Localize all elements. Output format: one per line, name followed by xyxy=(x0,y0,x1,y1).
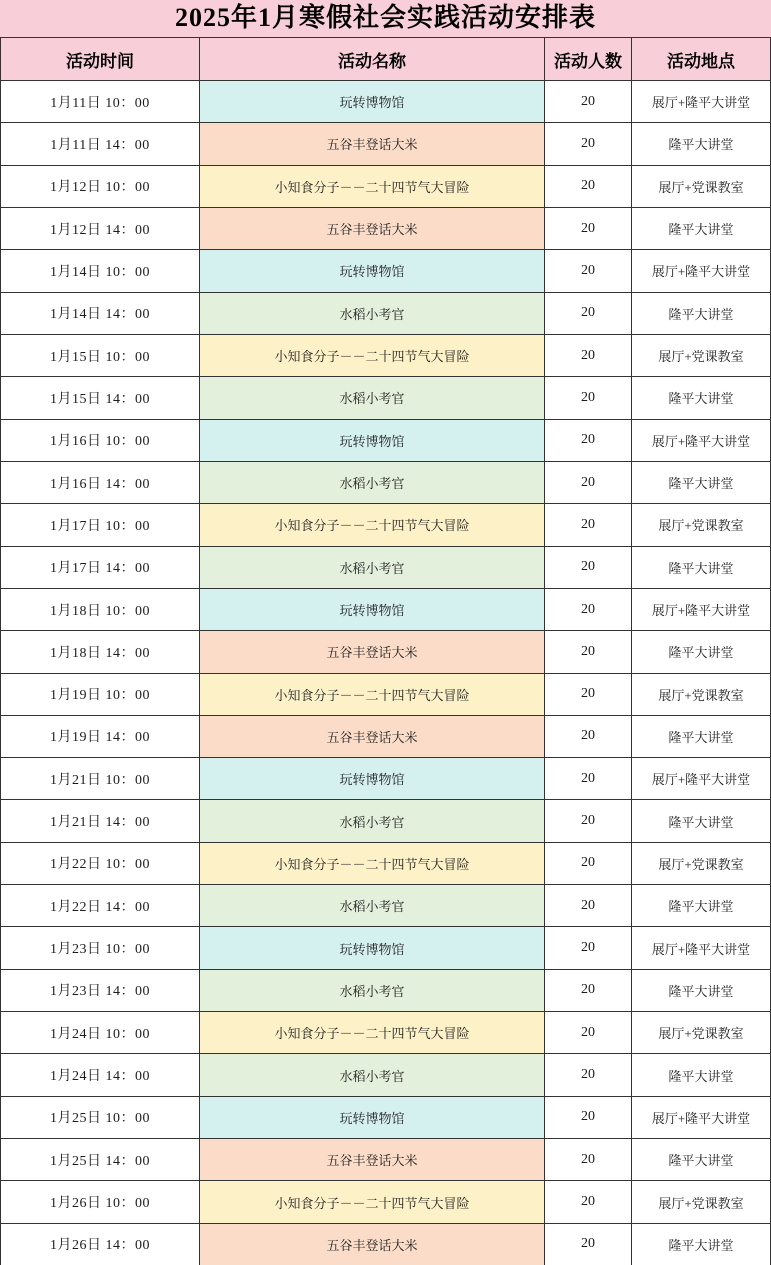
activity-name: 小知食分子－－二十四节气大冒险 xyxy=(200,1181,545,1223)
table-row xyxy=(1,1012,771,1054)
activity-count: 20 xyxy=(545,1139,632,1181)
schedule-table xyxy=(0,37,771,1265)
table-body xyxy=(1,81,771,1265)
activity-location: 隆平大讲堂 xyxy=(632,123,771,165)
table-row xyxy=(1,1054,771,1096)
activity-location: 展厅+隆平大讲堂 xyxy=(632,758,771,800)
activity-count: 20 xyxy=(545,758,632,800)
table-row xyxy=(1,293,771,335)
activity-location: 隆平大讲堂 xyxy=(632,293,771,335)
activity-name: 水稻小考官 xyxy=(200,970,545,1012)
activity-location: 隆平大讲堂 xyxy=(632,1139,771,1181)
title-band xyxy=(0,0,771,37)
activity-time: 1月25日 10：00 xyxy=(1,1097,200,1139)
activity-time: 1月24日 10：00 xyxy=(1,1012,200,1054)
activity-location: 展厅+党课教室 xyxy=(632,674,771,716)
table-row xyxy=(1,758,771,800)
activity-time: 1月18日 14：00 xyxy=(1,631,200,673)
activity-location: 展厅+党课教室 xyxy=(632,843,771,885)
activity-time: 1月19日 10：00 xyxy=(1,674,200,716)
table-row xyxy=(1,462,771,504)
activity-time: 1月16日 14：00 xyxy=(1,462,200,504)
table-row xyxy=(1,377,771,419)
activity-count: 20 xyxy=(545,885,632,927)
activity-time: 1月11日 10：00 xyxy=(1,81,200,123)
activity-location: 展厅+隆平大讲堂 xyxy=(632,250,771,292)
activity-location: 展厅+党课教室 xyxy=(632,1181,771,1223)
activity-location: 展厅+隆平大讲堂 xyxy=(632,420,771,462)
activity-location: 隆平大讲堂 xyxy=(632,462,771,504)
activity-name: 小知食分子－－二十四节气大冒险 xyxy=(200,166,545,208)
table-row xyxy=(1,927,771,969)
activity-name: 五谷丰登话大米 xyxy=(200,631,545,673)
activity-count: 20 xyxy=(545,250,632,292)
activity-location: 隆平大讲堂 xyxy=(632,1224,771,1265)
activity-name: 小知食分子－－二十四节气大冒险 xyxy=(200,1012,545,1054)
activity-name: 玩转博物馆 xyxy=(200,927,545,969)
table-row xyxy=(1,674,771,716)
table-row xyxy=(1,166,771,208)
activity-time: 1月22日 10：00 xyxy=(1,843,200,885)
activity-time: 1月19日 14：00 xyxy=(1,716,200,758)
activity-name: 玩转博物馆 xyxy=(200,589,545,631)
activity-time: 1月18日 10：00 xyxy=(1,589,200,631)
activity-count: 20 xyxy=(545,293,632,335)
activity-count: 20 xyxy=(545,123,632,165)
table-row xyxy=(1,1224,771,1265)
activity-count: 20 xyxy=(545,208,632,250)
activity-location: 展厅+党课教室 xyxy=(632,166,771,208)
activity-time: 1月16日 10：00 xyxy=(1,420,200,462)
table-row xyxy=(1,843,771,885)
activity-count: 20 xyxy=(545,631,632,673)
activity-location: 展厅+党课教室 xyxy=(632,335,771,377)
activity-count: 20 xyxy=(545,81,632,123)
table-row xyxy=(1,885,771,927)
activity-count: 20 xyxy=(545,1097,632,1139)
activity-time: 1月25日 14：00 xyxy=(1,1139,200,1181)
activity-time: 1月14日 10：00 xyxy=(1,250,200,292)
activity-name: 水稻小考官 xyxy=(200,885,545,927)
table-row xyxy=(1,208,771,250)
activity-count: 20 xyxy=(545,1224,632,1265)
activity-location: 隆平大讲堂 xyxy=(632,547,771,589)
activity-name: 玩转博物馆 xyxy=(200,81,545,123)
activity-name: 五谷丰登话大米 xyxy=(200,123,545,165)
activity-count: 20 xyxy=(545,927,632,969)
activity-count: 20 xyxy=(545,377,632,419)
header-activity-location: 活动地点 xyxy=(632,38,771,81)
activity-time: 1月15日 14：00 xyxy=(1,377,200,419)
activity-count: 20 xyxy=(545,462,632,504)
activity-count: 20 xyxy=(545,1054,632,1096)
activity-time: 1月24日 14：00 xyxy=(1,1054,200,1096)
activity-location: 隆平大讲堂 xyxy=(632,800,771,842)
activity-name: 玩转博物馆 xyxy=(200,758,545,800)
table-row xyxy=(1,970,771,1012)
activity-count: 20 xyxy=(545,674,632,716)
table-row xyxy=(1,1139,771,1181)
table-row xyxy=(1,1097,771,1139)
page-title: 2025年1月寒假社会实践活动安排表 xyxy=(174,2,596,32)
table-row xyxy=(1,716,771,758)
header-activity-time: 活动时间 xyxy=(1,38,200,81)
activity-count: 20 xyxy=(545,504,632,546)
table-row xyxy=(1,123,771,165)
activity-count: 20 xyxy=(545,800,632,842)
activity-time: 1月15日 10：00 xyxy=(1,335,200,377)
table-row xyxy=(1,631,771,673)
activity-name: 五谷丰登话大米 xyxy=(200,716,545,758)
activity-location: 展厅+隆平大讲堂 xyxy=(632,81,771,123)
activity-name: 水稻小考官 xyxy=(200,462,545,504)
activity-time: 1月21日 14：00 xyxy=(1,800,200,842)
activity-time: 1月23日 14：00 xyxy=(1,970,200,1012)
activity-location: 隆平大讲堂 xyxy=(632,716,771,758)
activity-count: 20 xyxy=(545,547,632,589)
activity-location: 隆平大讲堂 xyxy=(632,885,771,927)
activity-time: 1月11日 14：00 xyxy=(1,123,200,165)
activity-name: 小知食分子－－二十四节气大冒险 xyxy=(200,674,545,716)
activity-name: 玩转博物馆 xyxy=(200,420,545,462)
table-header-row xyxy=(1,38,771,81)
activity-name: 水稻小考官 xyxy=(200,1054,545,1096)
activity-location: 隆平大讲堂 xyxy=(632,1054,771,1096)
activity-location: 隆平大讲堂 xyxy=(632,970,771,1012)
activity-name: 五谷丰登话大米 xyxy=(200,208,545,250)
activity-time: 1月12日 10：00 xyxy=(1,166,200,208)
activity-time: 1月21日 10：00 xyxy=(1,758,200,800)
activity-count: 20 xyxy=(545,1181,632,1223)
activity-location: 展厅+隆平大讲堂 xyxy=(632,1097,771,1139)
table-row xyxy=(1,589,771,631)
activity-time: 1月12日 14：00 xyxy=(1,208,200,250)
table-row xyxy=(1,504,771,546)
activity-location: 展厅+党课教室 xyxy=(632,1012,771,1054)
activity-name: 小知食分子－－二十四节气大冒险 xyxy=(200,335,545,377)
activity-location: 展厅+隆平大讲堂 xyxy=(632,927,771,969)
activity-count: 20 xyxy=(545,716,632,758)
activity-count: 20 xyxy=(545,970,632,1012)
activity-time: 1月26日 10：00 xyxy=(1,1181,200,1223)
table-row xyxy=(1,250,771,292)
activity-count: 20 xyxy=(545,166,632,208)
activity-location: 展厅+隆平大讲堂 xyxy=(632,589,771,631)
header-activity-name: 活动名称 xyxy=(200,38,545,81)
table-row xyxy=(1,81,771,123)
table-row xyxy=(1,800,771,842)
activity-count: 20 xyxy=(545,1012,632,1054)
header-activity-count: 活动人数 xyxy=(545,38,632,81)
activity-location: 隆平大讲堂 xyxy=(632,377,771,419)
activity-name: 水稻小考官 xyxy=(200,800,545,842)
activity-location: 展厅+党课教室 xyxy=(632,504,771,546)
activity-time: 1月22日 14：00 xyxy=(1,885,200,927)
table-row xyxy=(1,1181,771,1223)
activity-location: 隆平大讲堂 xyxy=(632,631,771,673)
activity-count: 20 xyxy=(545,589,632,631)
activity-time: 1月26日 14：00 xyxy=(1,1224,200,1265)
table-row xyxy=(1,420,771,462)
activity-name: 五谷丰登话大米 xyxy=(200,1139,545,1181)
activity-count: 20 xyxy=(545,335,632,377)
activity-name: 水稻小考官 xyxy=(200,547,545,589)
activity-name: 小知食分子－－二十四节气大冒险 xyxy=(200,843,545,885)
activity-time: 1月14日 14：00 xyxy=(1,293,200,335)
activity-name: 小知食分子－－二十四节气大冒险 xyxy=(200,504,545,546)
table-row xyxy=(1,335,771,377)
table-row xyxy=(1,547,771,589)
activity-count: 20 xyxy=(545,420,632,462)
activity-name: 水稻小考官 xyxy=(200,377,545,419)
activity-name: 玩转博物馆 xyxy=(200,250,545,292)
activity-count: 20 xyxy=(545,843,632,885)
activity-time: 1月17日 14：00 xyxy=(1,547,200,589)
activity-name: 水稻小考官 xyxy=(200,293,545,335)
activity-location: 隆平大讲堂 xyxy=(632,208,771,250)
activity-name: 五谷丰登话大米 xyxy=(200,1224,545,1265)
activity-time: 1月17日 10：00 xyxy=(1,504,200,546)
activity-name: 玩转博物馆 xyxy=(200,1097,545,1139)
activity-time: 1月23日 10：00 xyxy=(1,927,200,969)
